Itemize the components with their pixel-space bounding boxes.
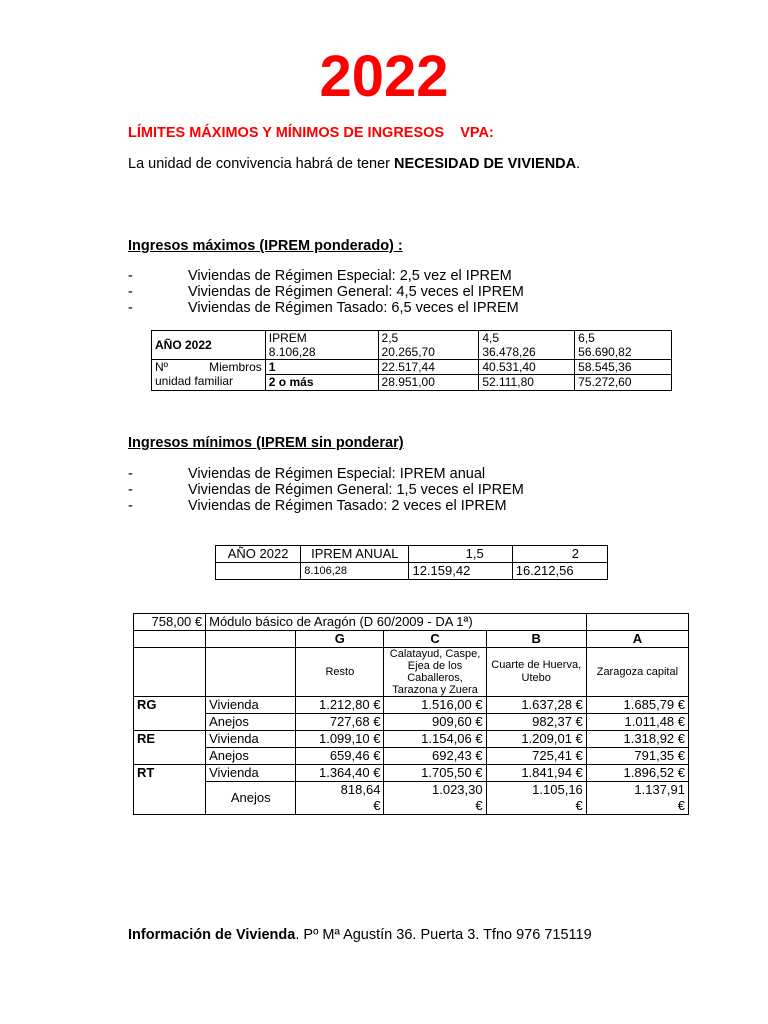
- type-cell: Vivienda: [206, 697, 296, 714]
- members-line: [155, 360, 262, 374]
- dash: -: [128, 300, 133, 316]
- header-cell: IPREM ANUAL: [301, 546, 409, 563]
- table-row: [152, 331, 672, 360]
- iprem-label: IPREM: [268, 331, 307, 345]
- header-cell: AÑO 2022: [216, 546, 301, 563]
- price-cell: 982,37 €: [486, 714, 586, 731]
- table-row: [216, 546, 608, 563]
- empty-cell: [586, 614, 688, 631]
- min-income-list: [128, 466, 688, 514]
- table-row: [134, 631, 689, 648]
- iprem-cell: [265, 331, 378, 360]
- dash: -: [128, 268, 133, 284]
- price-cell: 1.637,28 €: [486, 697, 586, 714]
- price-value: 1.023,30: [432, 782, 483, 797]
- modulo-title-cell: Módulo básico de Aragón (D 60/2009 - DA 1ª): [206, 614, 587, 631]
- members-label-c: unidad familiar: [155, 374, 234, 388]
- zone-desc: Resto: [296, 648, 384, 697]
- page-year-title: 2022: [319, 44, 449, 109]
- intro-bold: NECESIDAD DE VIVIENDA: [394, 156, 577, 172]
- regime-cell: RE: [134, 731, 206, 765]
- list-item-text: Viviendas de Régimen General: 4,5 veces el IPREM: [188, 284, 524, 300]
- mult-value: 56.690,82: [578, 345, 632, 359]
- footer-info: [128, 927, 592, 943]
- euro-sign: €: [677, 798, 685, 813]
- subtitle: LÍMITES MÁXIMOS Y MÍNIMOS DE INGRESOS VPA:: [128, 125, 494, 141]
- dash: -: [128, 284, 133, 300]
- empty-cell: [206, 648, 296, 697]
- table-row: [134, 765, 689, 782]
- value-cell: 40.531,40: [479, 360, 575, 375]
- value-cell: 75.272,60: [575, 375, 672, 391]
- price-value: 818,64: [340, 782, 381, 797]
- regime-cell: RG: [134, 697, 206, 731]
- intro-end: .: [576, 156, 581, 172]
- base-value-cell: 758,00 €: [134, 614, 206, 631]
- value-cell: 16.212,56: [512, 563, 607, 580]
- zone-desc: Zaragoza capital: [586, 648, 688, 697]
- list-item: [128, 300, 688, 316]
- table-row: [134, 614, 689, 631]
- price-value: 1.105,16: [532, 782, 583, 797]
- empty-cell: [134, 648, 206, 697]
- price-cell: 1.705,50 €: [384, 765, 486, 782]
- list-item: [128, 498, 688, 514]
- value-cell: 22.517,44: [378, 360, 479, 375]
- zone-desc: Calatayud, Caspe, Ejea de los Caballeros, Tarazona y Zuera: [384, 648, 486, 697]
- price-cell: 1.841,94 €: [486, 765, 586, 782]
- value-cell: [216, 563, 301, 580]
- zone-header: C: [384, 631, 486, 648]
- max-income-title: Ingresos máximos (IPREM ponderado) :: [128, 238, 403, 254]
- price-cell: 1.685,79 €: [586, 697, 688, 714]
- value-cell: 12.159,42: [409, 563, 512, 580]
- type-cell: Vivienda: [206, 731, 296, 748]
- dash: -: [128, 482, 133, 498]
- zone-desc: Cuarte de Huerva, Utebo: [486, 648, 586, 697]
- empty-cell: [206, 631, 296, 648]
- mult-cell: [378, 331, 479, 360]
- value-cell: 52.111,80: [479, 375, 575, 391]
- table-row: [134, 782, 689, 815]
- list-item-text: Viviendas de Régimen Tasado: 6,5 veces el IPREM: [188, 300, 519, 316]
- price-cell: 727,68 €: [296, 714, 384, 731]
- table-row: [134, 697, 689, 714]
- zone-header: G: [296, 631, 384, 648]
- mult-label: 6,5: [578, 331, 595, 345]
- value-cell: 8.106,28: [301, 563, 409, 580]
- price-cell: 1.011,48 €: [586, 714, 688, 731]
- mult-value: 20.265,70: [381, 345, 435, 359]
- price-cell: 1.154,06 €: [384, 731, 486, 748]
- dash: -: [128, 466, 133, 482]
- list-item-text: Viviendas de Régimen Especial: IPREM anual: [188, 466, 486, 482]
- table-row: [134, 648, 689, 697]
- footer-rest: . Pº Mª Agustín 36. Puerta 3. Tfno 976 715119: [295, 927, 592, 943]
- euro-sign: €: [575, 798, 583, 813]
- euro-sign: €: [373, 798, 381, 813]
- row-label-cell: 1: [265, 360, 378, 375]
- table-row: [134, 714, 689, 731]
- header-cell: 2: [512, 546, 607, 563]
- row-label-cell: 2 o más: [265, 375, 378, 391]
- header-cell: 1,5: [409, 546, 512, 563]
- list-item-text: Viviendas de Régimen General: 1,5 veces el IPREM: [188, 482, 524, 498]
- min-income-title: Ingresos mínimos (IPREM sin ponderar): [128, 435, 404, 451]
- list-item: [128, 482, 688, 498]
- table-row: [152, 360, 672, 375]
- dash: -: [128, 498, 133, 514]
- price-cell: 1.099,10 €: [296, 731, 384, 748]
- list-item: [128, 284, 688, 300]
- euro-sign: €: [475, 798, 483, 813]
- max-income-table: [151, 330, 672, 391]
- price-cell: 725,41 €: [486, 748, 586, 765]
- table-row: [216, 563, 608, 580]
- footer-bold: Información de Vivienda: [128, 927, 296, 943]
- table-row: [134, 731, 689, 748]
- mult-cell: [575, 331, 672, 360]
- price-cell: 1.318,92 €: [586, 731, 688, 748]
- modulo-table: [133, 613, 689, 815]
- empty-cell: [134, 631, 206, 648]
- price-cell: 692,43 €: [384, 748, 486, 765]
- list-item: [128, 268, 688, 284]
- regime-cell: RT: [134, 765, 206, 815]
- max-income-list: [128, 268, 688, 316]
- type-cell: Vivienda: [206, 765, 296, 782]
- price-cell: [296, 782, 384, 815]
- type-cell: Anejos: [206, 714, 296, 731]
- price-cell: 659,46 €: [296, 748, 384, 765]
- price-cell: [586, 782, 688, 815]
- type-cell: Anejos: [206, 748, 296, 765]
- price-cell: [486, 782, 586, 815]
- members-label-a: Nº: [155, 360, 169, 374]
- zone-header: B: [486, 631, 586, 648]
- price-cell: 1.364,40 €: [296, 765, 384, 782]
- members-cell: [152, 360, 266, 391]
- list-item-text: Viviendas de Régimen Tasado: 2 veces el IPREM: [188, 498, 507, 514]
- members-label-b: Miembros: [209, 360, 262, 374]
- price-cell: [384, 782, 486, 815]
- price-cell: 791,35 €: [586, 748, 688, 765]
- price-value: 1.137,91: [634, 782, 685, 797]
- mult-cell: [479, 331, 575, 360]
- intro-paragraph: [128, 156, 580, 172]
- price-cell: 909,60 €: [384, 714, 486, 731]
- min-income-table: [215, 545, 608, 580]
- iprem-value: 8.106,28: [268, 345, 316, 359]
- mult-label: 2,5: [381, 331, 399, 345]
- year-cell: AÑO 2022: [152, 331, 266, 360]
- price-cell: 1.209,01 €: [486, 731, 586, 748]
- price-cell: 1.516,00 €: [384, 697, 486, 714]
- mult-value: 36.478,26: [482, 345, 536, 359]
- list-item-text: Viviendas de Régimen Especial: 2,5 vez el IPREM: [188, 268, 512, 284]
- table-row: [134, 748, 689, 765]
- intro-text: La unidad de convivencia habrá de tener: [128, 156, 395, 172]
- list-item: [128, 466, 688, 482]
- mult-label: 4,5: [482, 331, 499, 345]
- price-cell: 1.896,52 €: [586, 765, 688, 782]
- type-cell: Anejos: [206, 782, 296, 815]
- value-cell: 58.545,36: [575, 360, 672, 375]
- value-cell: 28.951,00: [378, 375, 479, 391]
- price-cell: 1.212,80 €: [296, 697, 384, 714]
- zone-header: A: [586, 631, 688, 648]
